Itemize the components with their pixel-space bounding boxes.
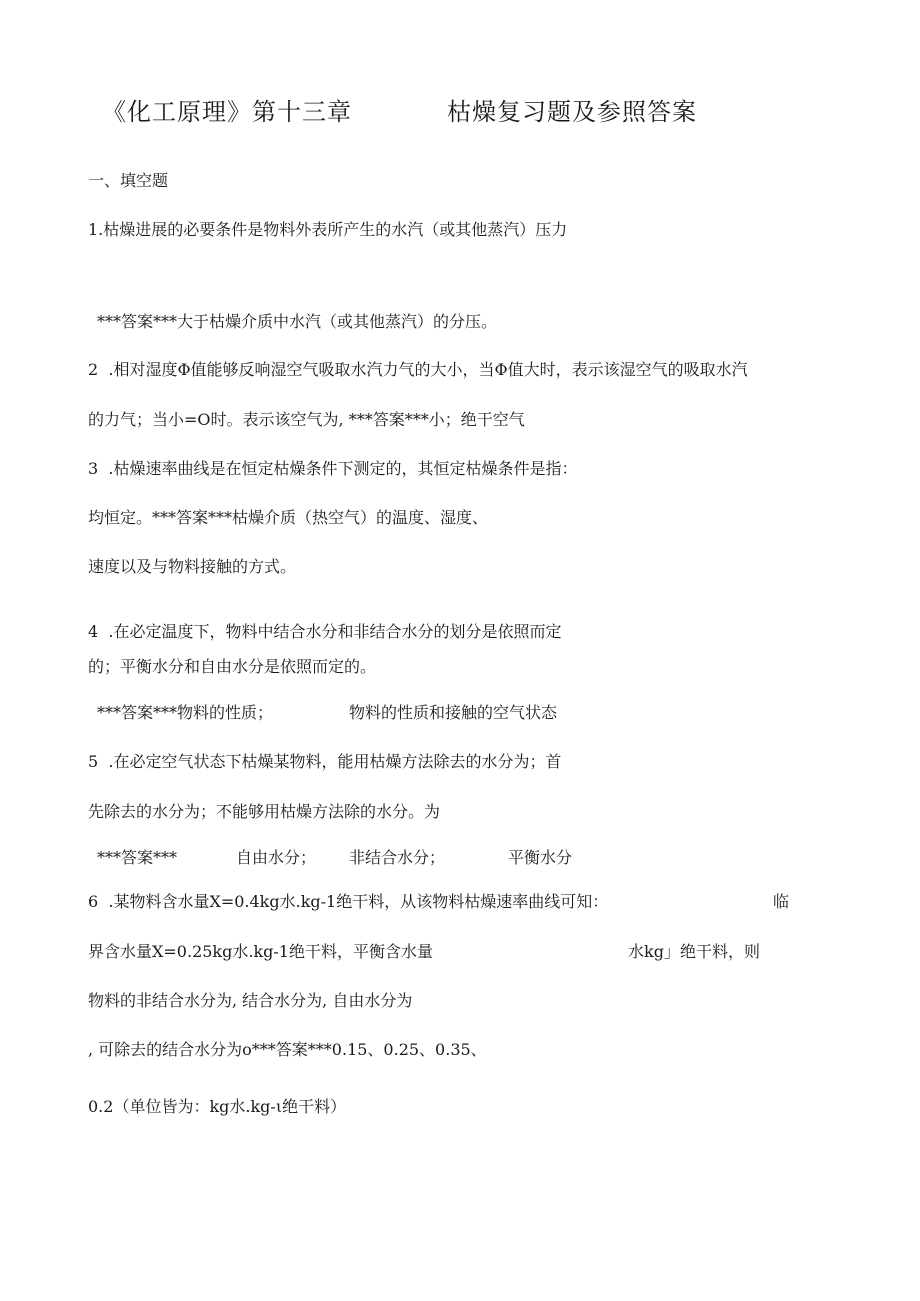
- question-2-line-2: 的力气；当小=O时。表示该空气为, ***答案***小；绝干空气: [88, 410, 525, 429]
- question-6-line-4: , 可除去的结合水分为o***答案***0.15、0.25、0.35、: [88, 1040, 487, 1059]
- question-6-line-3: 物料的非结合水分为, 结合水分为, 自由水分为: [88, 991, 413, 1010]
- question-2-line-1: 2 .相对湿度Φ值能够反响湿空气吸取水汽力气的大小，当Φ值大时，表示该湿空气的吸取水汽: [88, 360, 748, 379]
- answer-5-part-b: 非结合水分；: [349, 848, 446, 867]
- question-4-line-1: 4 .在必定温度下，物料中结合水分和非结合水分的划分是依照而定: [88, 622, 562, 641]
- question-4-line-2: 的；平衡水分和自由水分是依照而定的。: [88, 657, 377, 676]
- question-3-line-2: 均恒定。***答案***枯燥介质（热空气）的温度、湿度、: [88, 508, 489, 527]
- question-6-line-1: 6 .某物料含水量X=0.4kg水.kg-1绝干料，从该物料枯燥速率曲线可知：: [88, 892, 609, 911]
- question-1: 1.枯燥进展的必要条件是物料外表所产生的水汽（或其他蒸汽）压力: [88, 220, 568, 239]
- answer-4-part-b: 物料的性质和接触的空气状态: [349, 703, 558, 722]
- question-5-line-2: 先除去的水分为；不能够用枯燥方法除的水分。为: [88, 802, 441, 821]
- answer-5-label: ***答案***: [97, 848, 178, 867]
- question-3-line-3: 速度以及与物料接触的方式。: [88, 557, 297, 576]
- question-3-line-1: 3 .枯燥速率曲线是在恒定枯燥条件下测定的，其恒定枯燥条件是指：: [88, 459, 578, 478]
- question-6-line-1-tail: 临: [773, 892, 790, 911]
- answer-5-part-c: 平衡水分: [508, 848, 573, 867]
- question-6-line-5: 0.2（单位皆为：kg水.kg-ι绝干料）: [88, 1097, 347, 1116]
- document-subtitle: 枯燥复习题及参照答案: [447, 98, 697, 126]
- answer-1: ***答案***大于枯燥介质中水汽（或其他蒸汽）的分压。: [97, 312, 498, 331]
- document-title: 《化工原理》第十三章: [102, 98, 352, 126]
- question-6-line-2-tail: 水kg」绝干料，则: [628, 942, 760, 961]
- question-5-line-1: 5 .在必定空气状态下枯燥某物料，能用枯燥方法除去的水分为；首: [88, 752, 562, 771]
- answer-4-part-a: ***答案***物料的性质；: [97, 703, 274, 722]
- section-heading: 一、填空题: [88, 171, 169, 190]
- question-6-line-2: 界含水量X=0.25kg水.kg-1绝干料，平衡含水量: [88, 942, 433, 961]
- answer-5-part-a: 自由水分；: [236, 848, 317, 867]
